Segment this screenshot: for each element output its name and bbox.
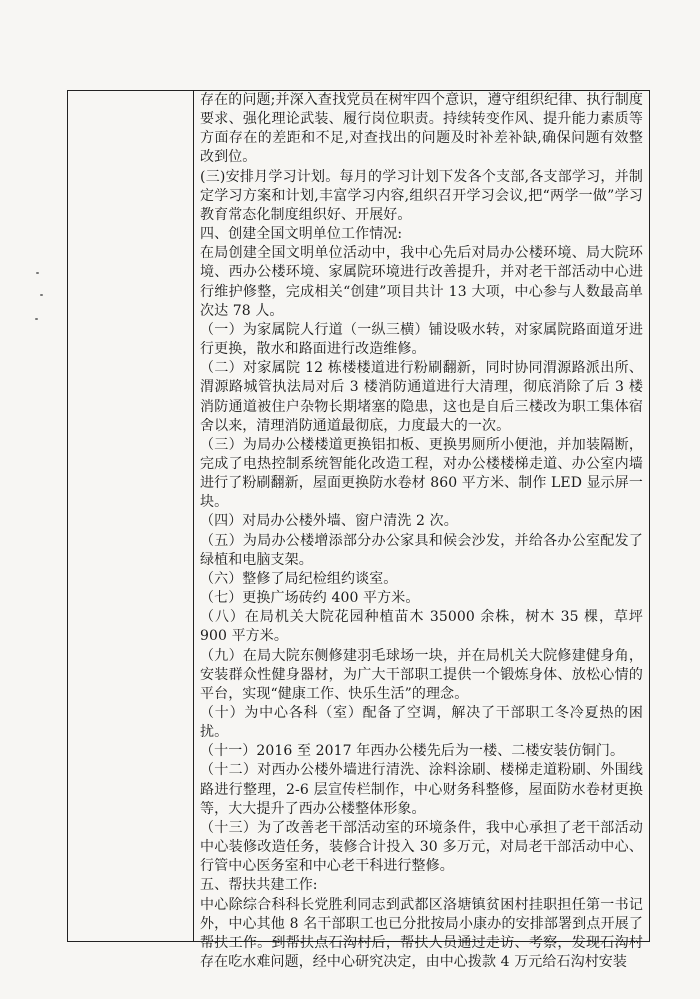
body-paragraph: (三)安排月学习计划。每月的学习计划下发各个支部,各支部学习，并制定学习方案和计划,丰富学习内容,组织召开学习会议,把“两学一做”学习教育常态化制度组织好、开展好。: [200, 168, 643, 223]
scan-speck: [40, 294, 43, 296]
list-item: （三）为局办公楼楼道更换铝扣板、更换男厕所小便池，并加装隔断，完成了电热控制系统智能化改造工程，对办公楼楼梯走道、办公室内墙进行了粉刷翻新，屋面更换防水卷材 860 平方米、制作 LED 显示屏一块。: [200, 436, 643, 511]
list-item: （七）更换广场砖约 400 平方米。: [200, 590, 420, 607]
list-item: （四）对局办公楼外墙、窗户清洗 2 次。: [200, 513, 458, 530]
list-item: （十二）对西办公楼外墙进行清洗、涂料涂刷、楼梯走道粉刷、外围线路进行整理，2-6 层宣传栏制作，中心财务科整修，屋面防水卷材更换等，大大提升了西办公楼整体形象。: [200, 762, 643, 817]
section-heading: 四、创建全国文明单位工作情况:: [200, 226, 403, 243]
section-heading: 五、帮扶共建工作:: [200, 877, 318, 894]
scan-speck: [36, 272, 39, 274]
body-paragraph: 中心除综合科科长党胜利同志到武都区洛塘镇贫困村挂职担任第一书记外，中心其他 8 名干部职工也已分批按局小康办的安排部署到点开展了帮扶工作。到帮扶点石沟村后，帮扶人员通过走访、考察，发现石沟村存在吃水难问题，经中心研究决定，由中心拨款 4 万元给石沟村安装: [200, 896, 643, 971]
list-item: （十）为中心各科（室）配备了空调，解决了干部职工冬冷夏热的困扰。: [200, 705, 643, 741]
list-item: （二）对家属院 12 栋楼楼道进行粉刷翻新，同时协同渭源路派出所、渭源路城管执法局对后 3 楼消防通道进行大清理，彻底消除了后 3 楼消防通道被住户杂物长期堵塞的隐患，这也是自后三楼改为职工集体宿舍以来，清理消防通道最彻底，力度最大的一次。: [200, 360, 643, 434]
body-paragraph: 在局创建全国文明单位活动中，我中心先后对局办公楼环境、局大院环境、西办公楼环境、家属院环境进行改善提升，并对老干部活动中心进行维护修整，完成相关“创建”项目共计 13 大项，中心参与人数最高单次达 78 人。: [200, 245, 643, 319]
list-item: （十一）2016 至 2017 年西办公楼先后为一楼、二楼安装仿铜门。: [200, 743, 625, 760]
list-item: （六）整修了局纪检组约谈室。: [200, 570, 398, 587]
list-item: （一）为家属院人行道（一纵三横）铺设吸水转，对家属院路面道牙进行更换，散水和路面进行改造维修。: [200, 321, 643, 358]
list-item: （八）在局机关大院花园种植苗木 35000 余株，树木 35 棵，草坪 900 平方米。: [200, 609, 643, 645]
list-item: （九）在局大院东侧修建羽毛球场一块，并在局机关大院修建健身角，安装群众性健身器材，为广大干部职工提供一个锻炼身体、放松心情的平台，实现“健康工作、快乐生活”的理念。: [200, 647, 643, 702]
body-paragraph: 存在的问题;并深入查找党员在树牢四个意识，遵守组织纪律、执行制度要求、强化理论武装、履行岗位职责。持续转变作风、提升能力素质等方面存在的差距和不足,对查找出的问题及时补差补缺,确保问题有效整改到位。: [200, 92, 643, 166]
table-column-divider: [193, 91, 194, 941]
scan-speck: [35, 318, 38, 320]
list-item: （五）为局办公楼增添部分办公家具和候会沙发，并给各办公室配发了绿植和电脑支架。: [200, 532, 643, 568]
form-table: [67, 90, 650, 971]
list-item: （十三）为了改善老干部活动室的环境条件，我中心承担了老干部活动中心装修改造任务，装修合计投入 30 多万元，对局老干部活动中心、行管中心医务室和中心老干科进行整修。: [200, 819, 643, 875]
table-content-cell: [200, 91, 643, 972]
